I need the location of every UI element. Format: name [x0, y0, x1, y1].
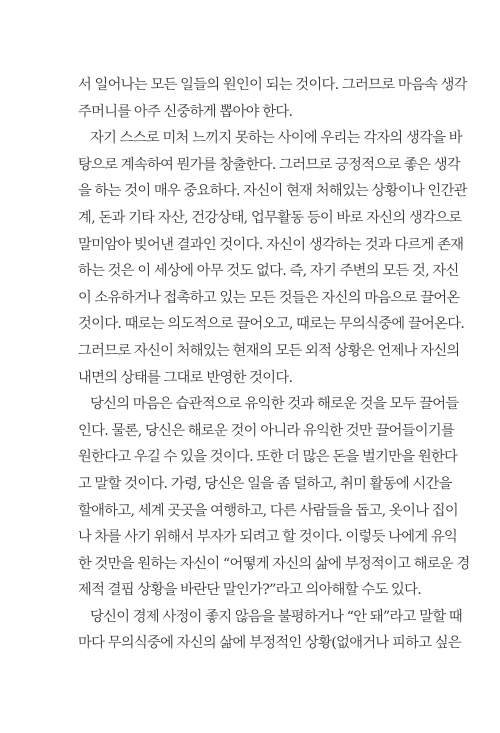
paragraph-1: [78, 72, 467, 125]
paragraph-3: [78, 391, 470, 604]
text-line: 제적 결핍 상황을 바란단 말인가?”라고 의아해할 수도 있다.: [78, 582, 422, 599]
paragraph-2: [78, 125, 467, 391]
text-line: 마다 무의식중에 자신의 삶에 부정적인 상황(없애거나 피하고 싶은: [78, 635, 461, 652]
text-line: 이 소유하거나 접촉하고 있는 모든 것들은 자신의 마음으로 끌어온: [78, 289, 460, 306]
text-line: 을 하는 것이 매우 중요하다. 자신이 현재 처해있는 상황이나 인간관: [78, 183, 467, 200]
text-line: 고 말할 것이다. 가령, 당신은 일을 좀 덜하고, 취미 활동에 시간을: [78, 475, 452, 492]
text-line: 당신의 마음은 습관적으로 유익한 것과 해로운 것을 모두 끌어들: [90, 396, 459, 413]
text-line: 것이다. 때로는 의도적으로 끌어오고, 때로는 무의식중에 끌어온다.: [78, 316, 465, 333]
text-line: 그러므로 자신이 처해있는 현재의 모든 외적 상황은 언제나 자신의: [78, 342, 460, 359]
text-line: 서 일어나는 모든 일들의 원인이 되는 것이다. 그러므로 마음속 생각: [78, 77, 467, 93]
book-page: [78, 72, 470, 657]
text-line: 나 차를 사기 위해서 부자가 되려고 할 것이다. 이렇듯 나에게 유익: [78, 529, 458, 546]
text-line: 말미암아 빚어낸 결과인 것이다. 자신이 생각하는 것과 다르게 존재: [78, 236, 464, 253]
text-line: 원한다고 우길 수 있을 것이다. 또한 더 많은 돈을 벌기만을 원한다: [78, 449, 458, 466]
paragraph-4: [78, 604, 462, 657]
text-line: 인다. 물론, 당신은 해로운 것이 아니라 유익한 것만 끌어들이기를: [78, 422, 455, 439]
text-line: 내면의 상태를 그대로 반영한 것이다.: [78, 369, 293, 386]
text-line: 주머니를 아주 신중하게 뽑아야 한다.: [78, 103, 293, 120]
text-line: 탕으로 계속하여 뭔가를 창출한다. 그러므로 긍정적으로 좋은 생각: [78, 156, 460, 173]
text-line: 한 것만을 원하는 자신이 “어떻게 자신의 삶에 부정적이고 해로운 경: [78, 555, 470, 572]
text-line: 계, 돈과 기타 자산, 건강상태, 업무활동 등이 바로 자신의 생각으로: [78, 209, 462, 226]
text-line: 당신이 경제 사정이 좋지 않음을 불평하거나 “안 돼”라고 말할 때: [90, 608, 462, 625]
text-line: 할애하고, 세계 곳곳을 여행하고, 다른 사람들을 돕고, 옷이나 집이: [78, 502, 458, 519]
text-line: 자기 스스로 미처 느끼지 못하는 사이에 우리는 각자의 생각을 바: [90, 130, 462, 147]
text-line: 하는 것은 이 세상에 아무 것도 없다. 즉, 자기 주변의 모든 것, 자신: [78, 263, 459, 280]
